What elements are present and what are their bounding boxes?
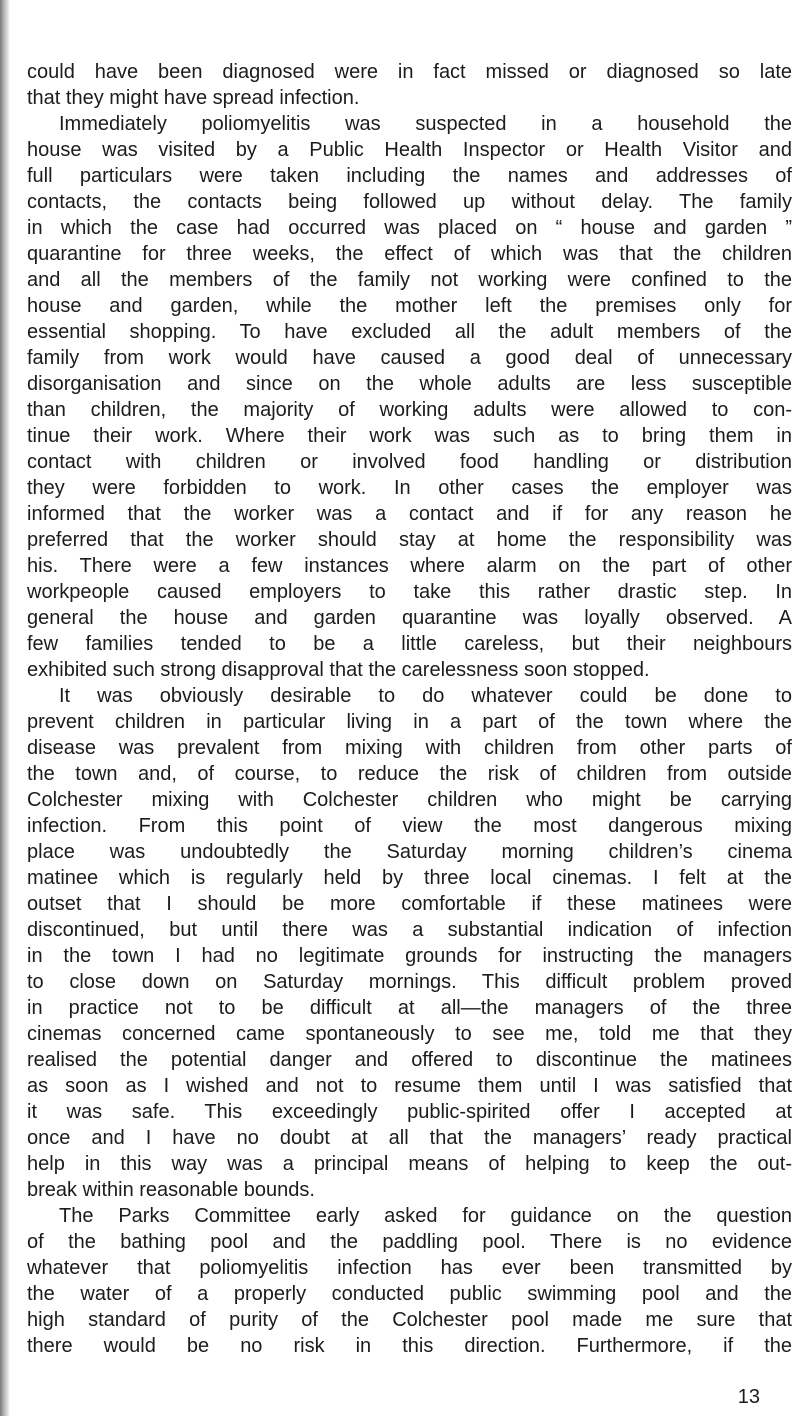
text-line: break within reasonable bounds. <box>27 1179 315 1201</box>
text-line: few families tended to be a little careless, but their neighbours <box>27 633 792 655</box>
text-line: family from work would have caused a good deal of unnecessary <box>27 347 792 369</box>
text-line: Colchester mixing with Colchester children who might be carrying <box>27 789 792 811</box>
text-line: exhibited such strong disapproval that the carelessness soon stopped. <box>27 659 650 681</box>
text-line: preferred that the worker should stay at home the responsibility was <box>27 529 792 551</box>
text-line: house was visited by a Public Health Inspector or Health Visitor and <box>27 139 792 161</box>
text-line: outset that I should be more comfortable if these matinees were <box>27 893 792 915</box>
text-line: in the town I had no legitimate grounds for instructing the managers <box>27 945 792 967</box>
text-line: whatever that poliomyelitis infection has ever been transmitted by <box>27 1257 792 1279</box>
text-line: house and garden, while the mother left the premises only for <box>27 295 792 317</box>
text-line: his. There were a few instances where alarm on the part of other <box>27 555 792 577</box>
text-line: they were forbidden to work. In other cases the employer was <box>27 477 792 499</box>
text-line: general the house and garden quarantine was loyally observed. A <box>27 607 792 629</box>
text-line: and all the members of the family not working were confined to the <box>27 269 792 291</box>
text-line: essential shopping. To have excluded all the adult members of the <box>27 321 792 343</box>
text-line: to close down on Saturday mornings. This difficult problem proved <box>27 971 792 993</box>
text-line: once and I have no doubt at all that the managers’ ready practical <box>27 1127 792 1149</box>
text-line: there would be no risk in this direction. Furthermore, if the <box>27 1335 792 1357</box>
paragraph-start-line: Immediately poliomyelitis was suspected in a household the <box>59 113 792 135</box>
text-line: could have been diagnosed were in fact missed or diagnosed so late <box>27 61 792 83</box>
text-line: the town and, of course, to reduce the risk of children from outside <box>27 763 792 785</box>
page-number: 13 <box>737 1386 760 1408</box>
text-line: contacts, the contacts being followed up without delay. The family <box>27 191 792 213</box>
text-line: of the bathing pool and the paddling pool. There is no evidence <box>27 1231 792 1253</box>
text-line: help in this way was a principal means of helping to keep the out- <box>27 1153 792 1175</box>
paragraph-start-line: It was obviously desirable to do whatever could be done to <box>59 685 792 707</box>
text-line: the water of a properly conducted public swimming pool and the <box>27 1283 792 1305</box>
text-line: that they might have spread infection. <box>27 87 360 109</box>
text-line: full particulars were taken including the names and addresses of <box>27 165 792 187</box>
text-line: in practice not to be difficult at all—the managers of the three <box>27 997 792 1019</box>
text-line: tinue their work. Where their work was such as to bring them in <box>27 425 792 447</box>
text-line: prevent children in particular living in a part of the town where the <box>27 711 792 733</box>
text-line: it was safe. This exceedingly public-spirited offer I accepted at <box>27 1101 792 1123</box>
text-line: disease was prevalent from mixing with children from other parts of <box>27 737 792 759</box>
text-line: as soon as I wished and not to resume them until I was satisfied that <box>27 1075 792 1097</box>
text-line: place was undoubtedly the Saturday morning children’s cinema <box>27 841 792 863</box>
text-line: in which the case had occurred was placed on “ house and garden ” <box>27 217 792 239</box>
text-line: matinee which is regularly held by three local cinemas. I felt at the <box>27 867 792 889</box>
text-line: workpeople caused employers to take this rather drastic step. In <box>27 581 792 603</box>
text-line: realised the potential danger and offered to discontinue the matinees <box>27 1049 792 1071</box>
text-line: discontinued, but until there was a substantial indication of infection <box>27 919 792 941</box>
text-line: high standard of purity of the Colchester pool made me sure that <box>27 1309 792 1331</box>
text-line: than children, the majority of working adults were allowed to con- <box>27 399 792 421</box>
text-line: cinemas concerned came spontaneously to see me, told me that they <box>27 1023 792 1045</box>
text-line: infection. From this point of view the most dangerous mixing <box>27 815 792 837</box>
text-line: informed that the worker was a contact and if for any reason he <box>27 503 792 525</box>
text-line: contact with children or involved food handling or distribution <box>27 451 792 473</box>
text-line: quarantine for three weeks, the effect of which was that the children <box>27 243 792 265</box>
text-line: disorganisation and since on the whole adults are less susceptible <box>27 373 792 395</box>
paragraph-start-line: The Parks Committee early asked for guidance on the question <box>59 1205 792 1227</box>
